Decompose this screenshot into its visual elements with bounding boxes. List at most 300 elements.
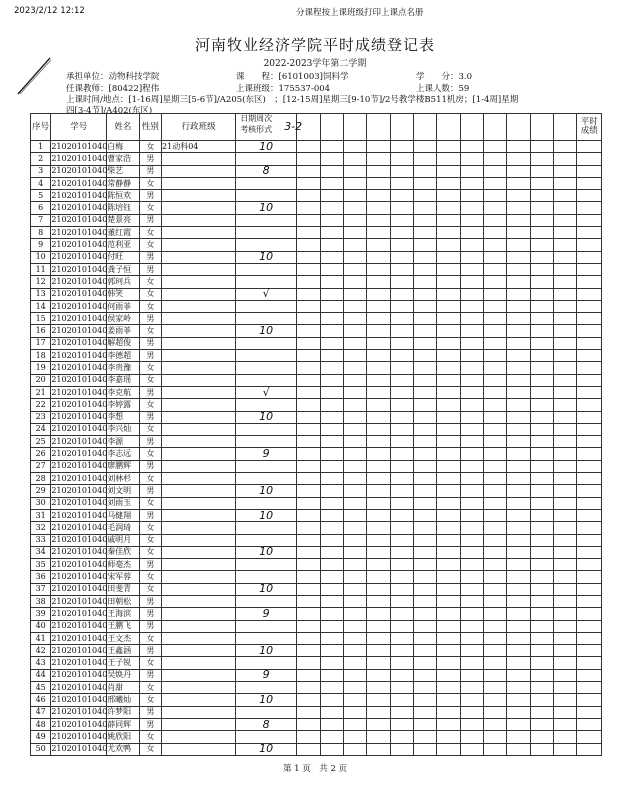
cell-gender: 男 [139, 485, 161, 497]
cell-blank [413, 251, 436, 263]
cell-name: 薛同辉 [107, 718, 140, 730]
table-row [31, 534, 602, 546]
cell-blank [413, 460, 436, 472]
cell-blank [507, 694, 530, 706]
cell-admin-class [162, 497, 236, 509]
cell-student-id: 21020101040 [51, 165, 107, 177]
cell-blank [297, 485, 320, 497]
cell-handwritten-score [236, 620, 297, 632]
cell-blank [577, 423, 602, 435]
cell-blank [577, 583, 602, 595]
cell-blank [460, 706, 483, 718]
cell-blank [343, 559, 366, 571]
cell-blank [367, 485, 390, 497]
cell-blank [530, 350, 553, 362]
cell-blank [367, 362, 390, 374]
table-row [31, 202, 602, 214]
table-row [31, 718, 602, 730]
cell-blank [320, 559, 343, 571]
table-row [31, 153, 602, 165]
cell-student-id: 21020101040 [51, 436, 107, 448]
cell-blank [437, 473, 460, 485]
cell-name: 龚子恒 [107, 263, 140, 275]
cell-blank [507, 276, 530, 288]
cell-blank [437, 682, 460, 694]
cell-blank [554, 669, 577, 681]
cell-blank [297, 706, 320, 718]
cell-admin-class [162, 374, 236, 386]
cell-blank [507, 263, 530, 275]
cell-blank [320, 706, 343, 718]
cell-blank [484, 276, 507, 288]
cell-blank [437, 718, 460, 730]
cell-handwritten-score [236, 595, 297, 607]
cell-blank [320, 177, 343, 189]
cell-blank [413, 399, 436, 411]
cell-student-id: 21020101040 [51, 571, 107, 583]
cell-blank [507, 645, 530, 657]
cell-blank [530, 202, 553, 214]
cell-blank [530, 448, 553, 460]
cell-blank [577, 436, 602, 448]
cell-blank [413, 731, 436, 743]
cell-blank [577, 386, 602, 398]
cell-student-id: 21020101040 [51, 509, 107, 521]
cell-student-id: 21020101040 [51, 534, 107, 546]
cell-blank [507, 718, 530, 730]
cell-blank [554, 288, 577, 300]
cell-blank [460, 436, 483, 448]
cell-blank [297, 362, 320, 374]
cell-blank [484, 227, 507, 239]
cell-blank [484, 190, 507, 202]
cell-blank [413, 485, 436, 497]
cell-handwritten-score [236, 669, 297, 681]
cell-student-id: 21020101040 [51, 595, 107, 607]
cell-blank [554, 263, 577, 275]
cell-gender: 女 [139, 288, 161, 300]
cell-blank [507, 251, 530, 263]
cell-blank [297, 251, 320, 263]
cell-blank [343, 288, 366, 300]
cell-blank [297, 509, 320, 521]
cell-blank [390, 595, 413, 607]
cell-blank [297, 399, 320, 411]
cell-handwritten-score [236, 386, 297, 398]
cell-handwritten-score [236, 509, 297, 521]
cell-blank [577, 645, 602, 657]
cell-blank [343, 485, 366, 497]
cell-admin-class [162, 386, 236, 398]
cell-blank [530, 694, 553, 706]
cell-blank [507, 632, 530, 644]
cell-gender: 男 [139, 263, 161, 275]
cell-admin-class [162, 214, 236, 226]
cell-seq: 50 [31, 743, 51, 755]
cell-blank [367, 141, 390, 153]
cell-blank [530, 313, 553, 325]
table-header-row [31, 114, 602, 141]
table-row [31, 485, 602, 497]
cell-blank [413, 522, 436, 534]
cell-admin-class [162, 325, 236, 337]
cell-blank [437, 632, 460, 644]
cell-blank [343, 620, 366, 632]
cell-blank [413, 497, 436, 509]
cell-handwritten-score [236, 141, 297, 153]
cell-seq: 14 [31, 300, 51, 312]
cell-blank [343, 743, 366, 755]
cell-student-id: 21020101040 [51, 718, 107, 730]
cell-blank [460, 411, 483, 423]
cell-blank [460, 399, 483, 411]
table-row [31, 214, 602, 226]
cell-gender: 女 [139, 682, 161, 694]
cell-blank [343, 645, 366, 657]
cell-blank [413, 583, 436, 595]
cell-gender: 女 [139, 141, 161, 153]
cell-admin-class [162, 313, 236, 325]
cell-blank [460, 522, 483, 534]
cell-blank [343, 509, 366, 521]
cell-admin-class [162, 559, 236, 571]
cell-name: 白梅 [107, 141, 140, 153]
cell-seq: 1 [31, 141, 51, 153]
cell-seq: 49 [31, 731, 51, 743]
cell-blank [577, 141, 602, 153]
cell-blank [577, 608, 602, 620]
cell-handwritten-score [236, 534, 297, 546]
cell-blank [530, 473, 553, 485]
cell-blank [554, 571, 577, 583]
cell-student-id: 21020101040 [51, 362, 107, 374]
cell-blank [413, 436, 436, 448]
cell-seq: 13 [31, 288, 51, 300]
handwritten-mark: 10 [259, 693, 274, 706]
cell-blank [530, 718, 553, 730]
cell-blank [484, 325, 507, 337]
cell-blank [577, 153, 602, 165]
cell-blank [413, 509, 436, 521]
cell-blank [367, 448, 390, 460]
cell-blank [367, 534, 390, 546]
table-row [31, 325, 602, 337]
cell-blank [320, 263, 343, 275]
cell-gender: 女 [139, 694, 161, 706]
cell-handwritten-score [236, 583, 297, 595]
cell-blank [390, 202, 413, 214]
cell-blank [413, 263, 436, 275]
cell-blank [530, 608, 553, 620]
cell-student-id: 21020101040 [51, 423, 107, 435]
cell-blank [484, 522, 507, 534]
cell-handwritten-score [236, 325, 297, 337]
cell-blank [390, 682, 413, 694]
cell-blank [413, 165, 436, 177]
cell-admin-class [162, 571, 236, 583]
header-blank-col [507, 114, 530, 141]
cell-blank [437, 239, 460, 251]
cell-blank [460, 645, 483, 657]
cell-blank [530, 706, 553, 718]
handwritten-mark: 9 [262, 447, 270, 461]
cell-blank [530, 534, 553, 546]
cell-seq: 36 [31, 571, 51, 583]
cell-blank [390, 546, 413, 558]
handwritten-mark: 8 [262, 717, 270, 731]
cell-blank [460, 165, 483, 177]
cell-blank [390, 448, 413, 460]
cell-blank [554, 423, 577, 435]
cell-blank [507, 620, 530, 632]
cell-blank [554, 411, 577, 423]
cell-blank [320, 485, 343, 497]
cell-name: 董红霞 [107, 227, 140, 239]
cell-blank [507, 731, 530, 743]
cell-seq: 48 [31, 718, 51, 730]
cell-gender: 女 [139, 473, 161, 485]
cell-blank [577, 460, 602, 472]
table-row [31, 608, 602, 620]
cell-handwritten-score [236, 743, 297, 755]
cell-handwritten-score [236, 473, 297, 485]
cell-handwritten-score [236, 313, 297, 325]
cell-gender: 男 [139, 214, 161, 226]
cell-seq: 7 [31, 214, 51, 226]
cell-blank [297, 276, 320, 288]
cell-blank [297, 436, 320, 448]
cell-blank [390, 362, 413, 374]
cell-blank [413, 559, 436, 571]
cell-blank [484, 706, 507, 718]
cell-seq: 39 [31, 608, 51, 620]
cell-gender: 男 [139, 509, 161, 521]
cell-blank [437, 141, 460, 153]
cell-blank [460, 657, 483, 669]
cell-name: 韩笑 [107, 288, 140, 300]
cell-blank [297, 202, 320, 214]
cell-gender: 女 [139, 657, 161, 669]
cell-blank [367, 263, 390, 275]
cell-blank [577, 509, 602, 521]
cell-admin-class [162, 485, 236, 497]
cell-blank [484, 374, 507, 386]
cell-blank [460, 448, 483, 460]
cell-blank [530, 190, 553, 202]
cell-blank [507, 386, 530, 398]
cell-blank [437, 460, 460, 472]
cell-blank [390, 436, 413, 448]
cell-blank [530, 669, 553, 681]
cell-blank [507, 325, 530, 337]
cell-blank [484, 153, 507, 165]
cell-blank [484, 448, 507, 460]
cell-blank [460, 374, 483, 386]
cell-blank [437, 374, 460, 386]
table-row [31, 276, 602, 288]
info-schedule-line1: 上课时间/地点：[1-16周]星期三[5-6节]/A205(东区) ；[12-15周]星期三[9-10节]/2号教学楼B511机房；[1-4周]星期 [66, 95, 519, 105]
cell-blank [390, 239, 413, 251]
table-row [31, 448, 602, 460]
cell-blank [577, 251, 602, 263]
cell-blank [297, 534, 320, 546]
cell-blank [554, 743, 577, 755]
cell-blank [367, 411, 390, 423]
cell-blank [343, 263, 366, 275]
cell-admin-class [162, 595, 236, 607]
cell-gender: 女 [139, 362, 161, 374]
cell-blank [530, 731, 553, 743]
cell-gender: 男 [139, 460, 161, 472]
cell-blank [390, 177, 413, 189]
cell-blank [507, 583, 530, 595]
cell-handwritten-score [236, 460, 297, 472]
cell-name: 陈恒欢 [107, 190, 140, 202]
cell-blank [460, 571, 483, 583]
header-admin-class: 行政班级 [162, 114, 236, 141]
cell-name: 李克航 [107, 386, 140, 398]
cell-blank [343, 399, 366, 411]
cell-name: 王文杰 [107, 632, 140, 644]
cell-blank [460, 460, 483, 472]
cell-blank [390, 559, 413, 571]
cell-blank [413, 227, 436, 239]
cell-blank [367, 595, 390, 607]
cell-name: 戚明月 [107, 534, 140, 546]
header-usual-score: 平时成绩 [577, 114, 602, 141]
cell-blank [343, 546, 366, 558]
cell-name: 王海滨 [107, 608, 140, 620]
cell-seq: 37 [31, 583, 51, 595]
table-row [31, 559, 602, 571]
cell-admin-class [162, 645, 236, 657]
cell-seq: 40 [31, 620, 51, 632]
handwritten-mark: 8 [262, 164, 270, 178]
cell-blank [577, 313, 602, 325]
cell-blank [413, 595, 436, 607]
cell-blank [484, 263, 507, 275]
cell-blank [460, 534, 483, 546]
cell-blank [297, 460, 320, 472]
cell-name: 柴艺 [107, 165, 140, 177]
cell-blank [437, 509, 460, 521]
cell-blank [437, 411, 460, 423]
cell-blank [413, 473, 436, 485]
cell-blank [460, 227, 483, 239]
cell-admin-class [162, 350, 236, 362]
handwritten-mark: 9 [262, 606, 270, 620]
table-row [31, 509, 602, 521]
cell-seq: 32 [31, 522, 51, 534]
cell-blank [320, 534, 343, 546]
cell-blank [460, 743, 483, 755]
cell-blank [554, 497, 577, 509]
cell-name: 郭珂兵 [107, 276, 140, 288]
cell-blank [367, 608, 390, 620]
cell-student-id: 21020101040 [51, 214, 107, 226]
cell-blank [297, 632, 320, 644]
cell-blank [484, 436, 507, 448]
cell-blank [413, 571, 436, 583]
header-date-exam [236, 114, 303, 141]
cell-blank [320, 153, 343, 165]
cell-blank [554, 177, 577, 189]
cell-student-id: 21020101040 [51, 731, 107, 743]
cell-gender: 女 [139, 731, 161, 743]
cell-student-id: 21020101040 [51, 202, 107, 214]
cell-name: 王鹏飞 [107, 620, 140, 632]
cell-student-id: 21020101040 [51, 559, 107, 571]
cell-blank [484, 694, 507, 706]
cell-blank [554, 399, 577, 411]
cell-blank [320, 386, 343, 398]
cell-blank [367, 620, 390, 632]
cell-seq: 26 [31, 448, 51, 460]
cell-blank [413, 313, 436, 325]
cell-blank [390, 718, 413, 730]
cell-blank [507, 522, 530, 534]
cell-gender: 男 [139, 645, 161, 657]
cell-blank [484, 423, 507, 435]
cell-student-id: 21020101040 [51, 227, 107, 239]
cell-admin-class [162, 239, 236, 251]
table-row [31, 386, 602, 398]
cell-blank [554, 485, 577, 497]
cell-blank [507, 165, 530, 177]
cell-blank [343, 632, 366, 644]
cell-blank [390, 263, 413, 275]
table-row [31, 546, 602, 558]
cell-admin-class [162, 190, 236, 202]
cell-blank [413, 350, 436, 362]
handwritten-mark: 10 [259, 324, 274, 338]
cell-gender: 男 [139, 411, 161, 423]
cell-blank [484, 485, 507, 497]
cell-gender: 男 [139, 337, 161, 349]
header-exam-form: 考核形式 [240, 125, 273, 134]
cell-blank [390, 657, 413, 669]
cell-blank [437, 534, 460, 546]
cell-handwritten-score [236, 251, 297, 263]
cell-blank [437, 300, 460, 312]
cell-blank [484, 546, 507, 558]
cell-blank [390, 497, 413, 509]
cell-blank [367, 522, 390, 534]
cell-blank [390, 608, 413, 620]
cell-blank [437, 669, 460, 681]
cell-admin-class [162, 583, 236, 595]
cell-handwritten-score [236, 300, 297, 312]
cell-blank [484, 718, 507, 730]
cell-blank [554, 276, 577, 288]
cell-admin-class [162, 657, 236, 669]
cell-blank [577, 706, 602, 718]
cell-blank [367, 694, 390, 706]
cell-blank [554, 300, 577, 312]
cell-blank [413, 374, 436, 386]
cell-blank [320, 694, 343, 706]
cell-gender: 女 [139, 534, 161, 546]
cell-blank [390, 276, 413, 288]
cell-blank [577, 620, 602, 632]
cell-blank [484, 669, 507, 681]
cell-blank [413, 325, 436, 337]
cell-blank [413, 632, 436, 644]
cell-blank [297, 374, 320, 386]
cell-blank [367, 386, 390, 398]
cell-admin-class [162, 423, 236, 435]
cell-blank [343, 608, 366, 620]
